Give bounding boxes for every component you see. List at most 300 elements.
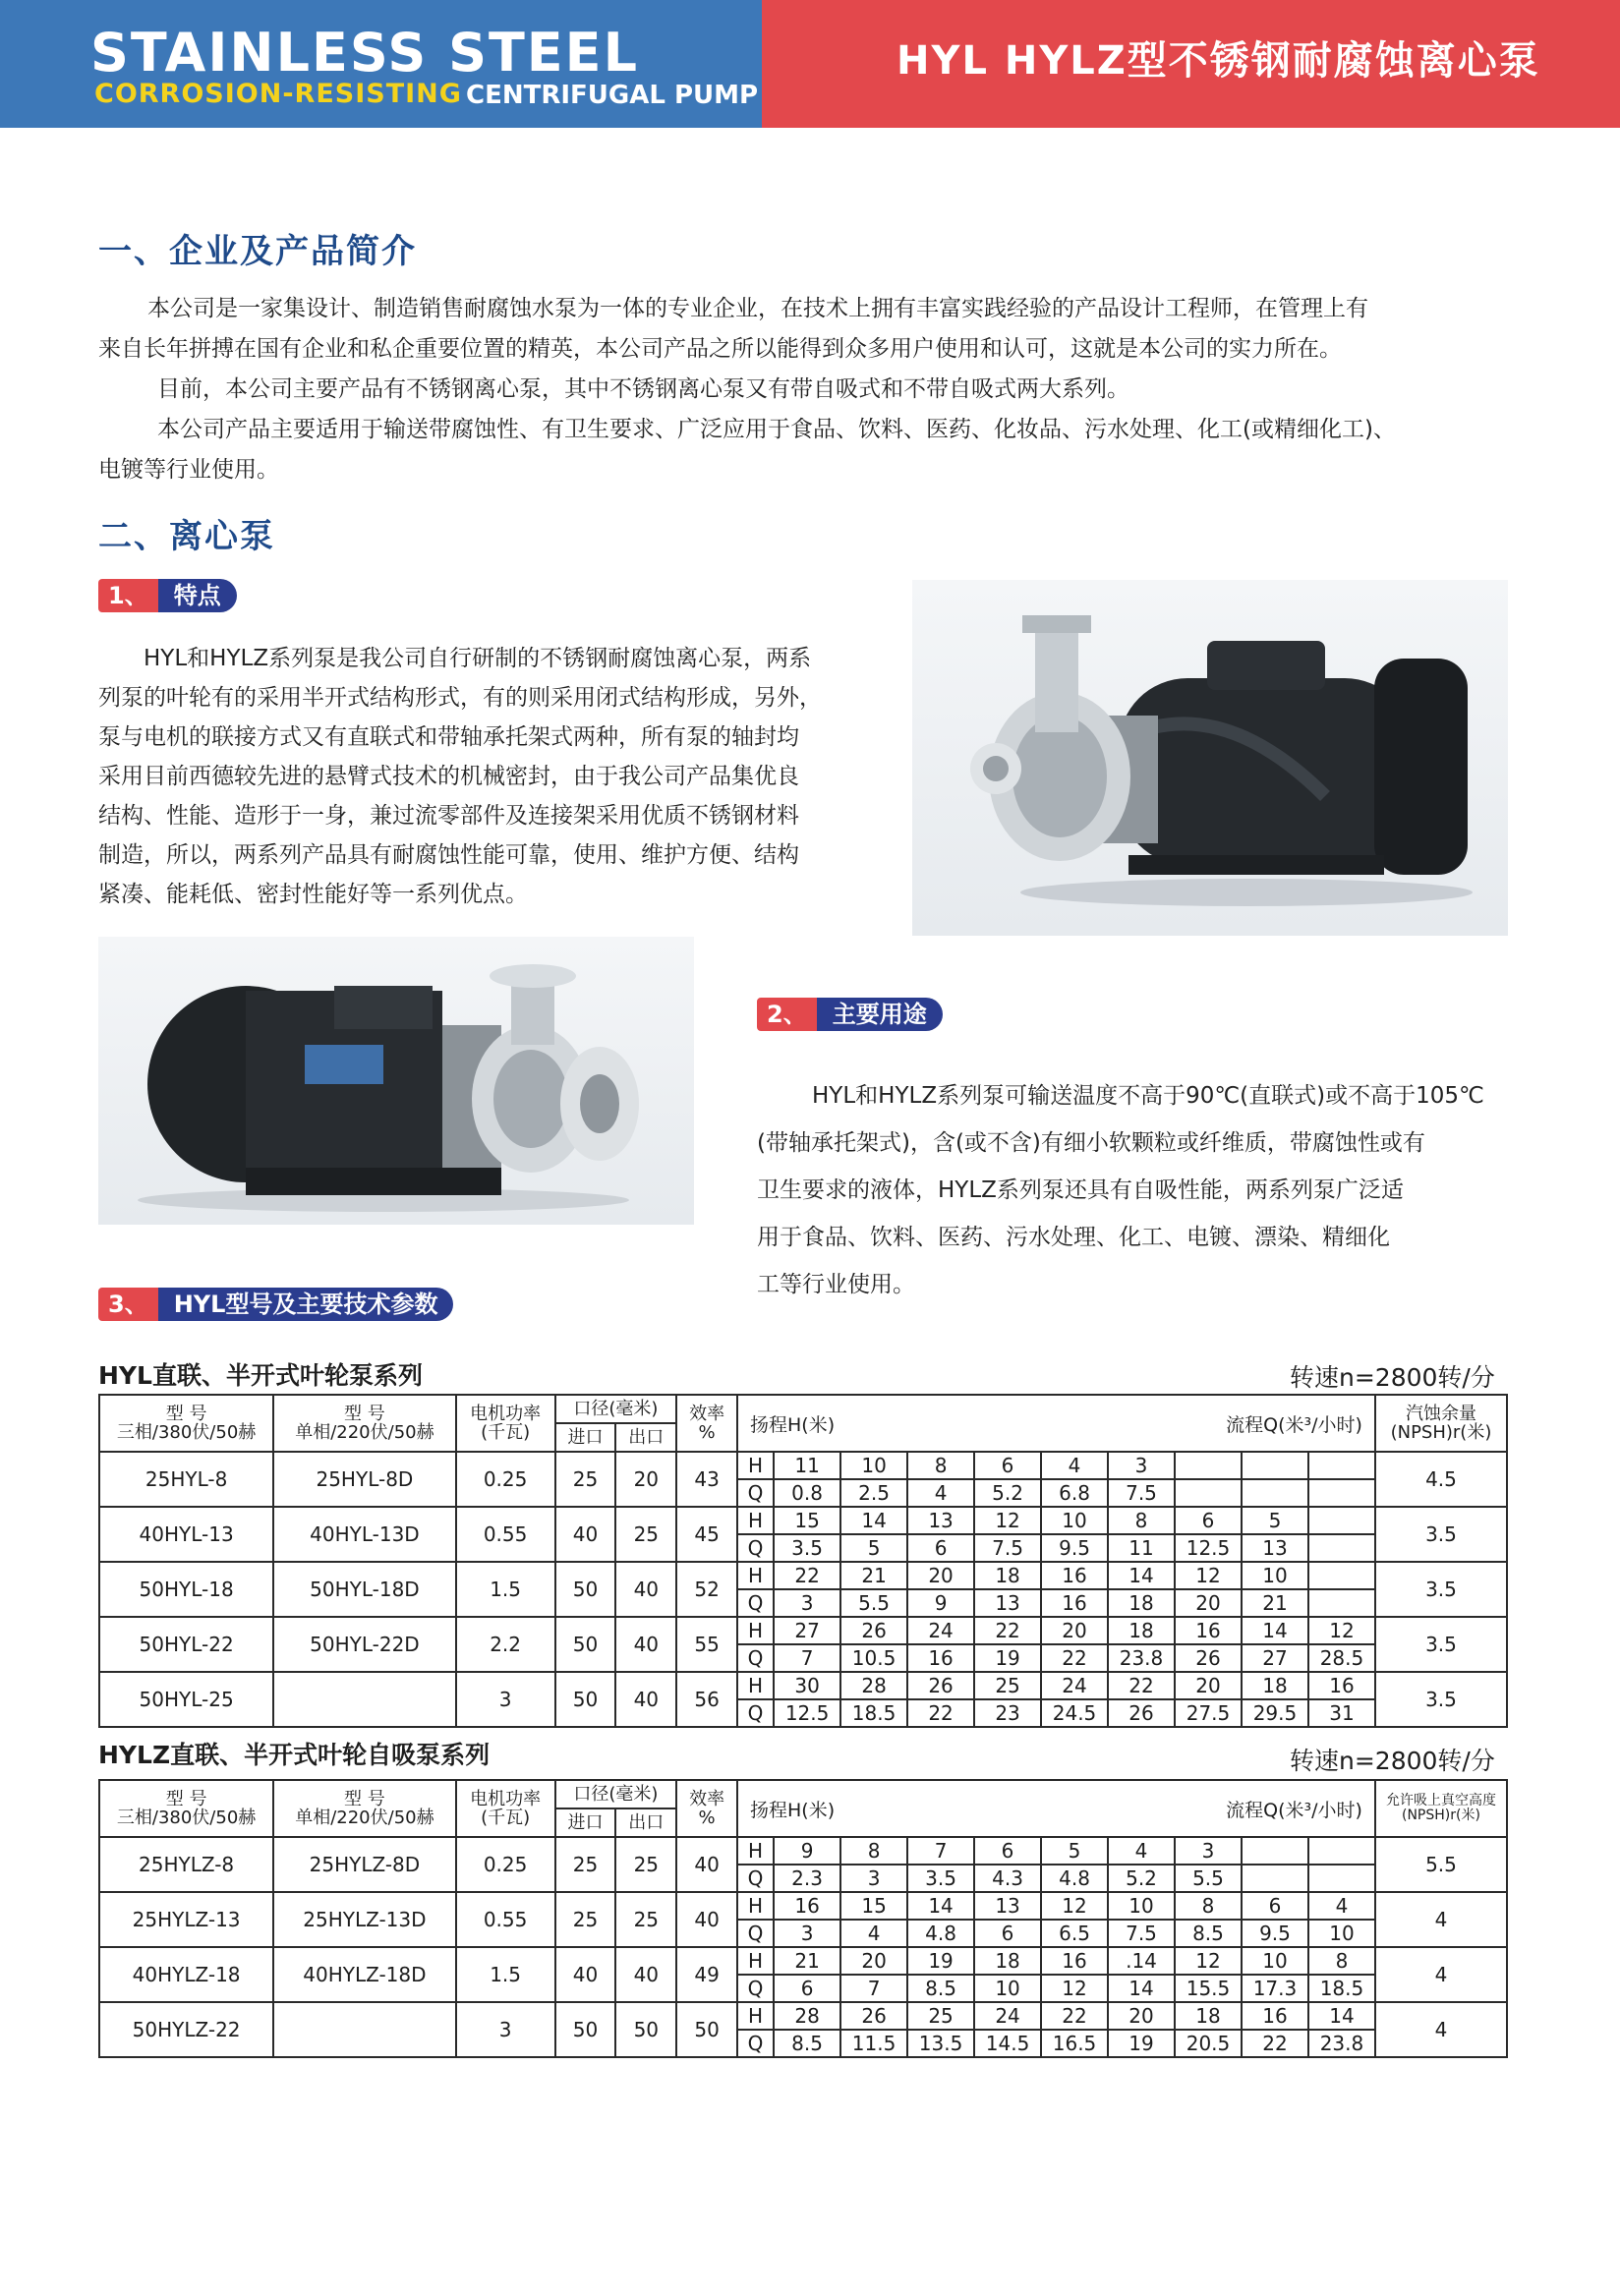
flow-value: 5 [840, 1534, 907, 1562]
brand-subtitle: CENTRIFUGAL PUMP [466, 81, 759, 110]
head-value: 20 [1175, 1672, 1242, 1699]
table-cell-e: 43 [676, 1452, 737, 1507]
head-value: 11 [774, 1452, 840, 1479]
flow-value: 12 [1041, 1975, 1108, 2002]
head-value: 8 [840, 1837, 907, 1865]
head-value: 20 [1041, 1617, 1108, 1644]
head-value: 15 [840, 1892, 907, 1920]
head-value: 12 [974, 1507, 1041, 1534]
table-cell-i: 25 [555, 1452, 616, 1507]
table-header-sublabel: 单相/220伏/50赫 [295, 1808, 434, 1828]
flow-value: 10 [1308, 1920, 1375, 1947]
params-tag-number: 3、 [98, 1288, 158, 1321]
header-banner [0, 0, 1620, 128]
head-value: 8 [1308, 1947, 1375, 1975]
head-value: 18 [1108, 1617, 1175, 1644]
flow-value: 3.5 [907, 1865, 974, 1892]
table-header-outlet: 出口 [615, 1808, 676, 1837]
uses-text-line: 工等行业使用。 [757, 1272, 915, 1297]
head-value: 13 [974, 1892, 1041, 1920]
row-label-h: H [737, 1947, 774, 1975]
flow-value: 24.5 [1041, 1699, 1108, 1727]
table-cell-p: 2.2 [456, 1617, 555, 1672]
uses-text-line: (带轴承托架式)，含(或不含)有细小软颗粒或纤维质，带腐蚀性或有 [757, 1130, 1425, 1156]
table-cell-e: 45 [676, 1507, 737, 1562]
features-text-line: 列泵的叶轮有的采用半开式结构形式，有的则采用闭式结构形成，另外， [98, 685, 822, 711]
product-title: HYL HYLZ型不锈钢耐腐蚀离心泵 [897, 38, 1540, 84]
flow-value: 7 [840, 1975, 907, 2002]
table-header-cell [456, 1395, 555, 1452]
table-cell-p: 3 [456, 2002, 555, 2057]
head-value: .14 [1108, 1947, 1175, 1975]
pump-photo-bottom [98, 937, 694, 1225]
table-header-label: 效率 [689, 1789, 725, 1809]
row-label-h: H [737, 1617, 774, 1644]
flow-value: 6 [974, 1920, 1041, 1947]
table-cell-npsh: 3.5 [1375, 1617, 1507, 1672]
flow-value: 18.5 [1308, 1975, 1375, 2002]
table-cell-p: 1.5 [456, 1562, 555, 1617]
table-row [99, 1507, 1507, 1534]
flow-value: 12.5 [1175, 1534, 1242, 1562]
uses-text-line: HYL和HYLZ系列泵可输送温度不高于90℃(直联式)或不高于105℃ [812, 1083, 1484, 1109]
flow-value: 9.5 [1041, 1534, 1108, 1562]
head-value: 26 [840, 2002, 907, 2030]
table-header-diameter: 口径(毫米) [555, 1395, 677, 1423]
table-header-cell [676, 1395, 737, 1452]
table-cell-o: 40 [615, 1672, 676, 1727]
table-header-diameter: 口径(毫米) [555, 1780, 677, 1808]
flow-value: 23.8 [1308, 2030, 1375, 2057]
flow-value: 16.5 [1041, 2030, 1108, 2057]
head-value: 8 [907, 1452, 974, 1479]
table-cell-o: 50 [615, 2002, 676, 2057]
hyl-table-title: HYL直联、半开式叶轮泵系列 [98, 1361, 423, 1390]
head-value: 7 [907, 1837, 974, 1865]
flow-value [1242, 1479, 1308, 1507]
head-value: 4 [1308, 1892, 1375, 1920]
table-header-label: 汽蚀余量 [1405, 1404, 1476, 1424]
table-header-sublabel: (千瓦) [481, 1808, 531, 1828]
flow-value: 20.5 [1175, 2030, 1242, 2057]
head-value: 10 [1242, 1562, 1308, 1589]
section1-p3-line2: 电镀等行业使用。 [98, 457, 279, 483]
flow-value: 5.2 [974, 1479, 1041, 1507]
table-cell-p: 0.25 [456, 1452, 555, 1507]
table-cell-m3: 25HYLZ-8 [99, 1837, 273, 1892]
flow-value: 4.3 [974, 1865, 1041, 1892]
flow-label: 流程Q(米³/小时) [1226, 1799, 1362, 1821]
flow-value [1308, 1865, 1375, 1892]
table-row [99, 1837, 1507, 1865]
table-header-label: 型 号 [344, 1789, 385, 1809]
head-value: 20 [1108, 2002, 1175, 2030]
table-cell-o: 25 [615, 1507, 676, 1562]
row-label-q: Q [737, 1589, 774, 1617]
flow-value: 22 [1242, 2030, 1308, 2057]
hyl-table-speed: 转速n=2800转/分 [1290, 1363, 1495, 1392]
flow-value: 4.8 [907, 1920, 974, 1947]
head-value: 16 [1242, 2002, 1308, 2030]
head-value: 12 [1041, 1892, 1108, 1920]
head-value [1308, 1452, 1375, 1479]
head-value [1308, 1507, 1375, 1534]
flow-value: 3 [774, 1920, 840, 1947]
head-value: 18 [974, 1947, 1041, 1975]
head-value: 12 [1175, 1562, 1242, 1589]
table-header-cell [273, 1780, 455, 1837]
table-cell-o: 40 [615, 1947, 676, 2002]
flow-value: 11 [1108, 1534, 1175, 1562]
pump-photo-top [912, 580, 1508, 936]
table-header-sublabel: 三相/380伏/50赫 [116, 1808, 257, 1828]
head-value: 20 [907, 1562, 974, 1589]
head-value: 4 [1041, 1452, 1108, 1479]
features-text-line: 制造，所以，两系列产品具有耐腐蚀性能可靠，使用、维护方便、结构 [98, 842, 799, 868]
head-value: 28 [840, 1672, 907, 1699]
flow-value [1242, 1865, 1308, 1892]
table-cell-npsh: 3.5 [1375, 1562, 1507, 1617]
flow-value [1175, 1479, 1242, 1507]
head-value [1308, 1837, 1375, 1865]
params-tag [98, 1286, 453, 1323]
head-value: 14 [840, 1507, 907, 1534]
head-value: 22 [774, 1562, 840, 1589]
section1-p3-line1: 本公司产品主要适用于输送带腐蚀性、有卫生要求、广泛应用于食品、饮料、医药、化妆品、污水处理、化工(或精细化工)、 [157, 417, 1396, 442]
flow-value: 18.5 [840, 1699, 907, 1727]
head-flow-wrap [738, 1410, 1374, 1437]
table-row [99, 1947, 1507, 1975]
head-value: 14 [907, 1892, 974, 1920]
section2-heading: 二、离心泵 [98, 517, 275, 556]
flow-value: 28.5 [1308, 1644, 1375, 1672]
hyl-spec-table [98, 1394, 1508, 1728]
flow-value: 2.3 [774, 1865, 840, 1892]
table-cell-npsh: 4 [1375, 1892, 1507, 1947]
hylz-table-title: HYLZ直联、半开式叶轮自吸泵系列 [98, 1741, 491, 1769]
features-tag-label: 特点 [158, 579, 237, 612]
table-header-sublabel: (NPSH)r(米) [1390, 1422, 1492, 1443]
flow-value: 27 [1242, 1644, 1308, 1672]
table-header-cell [1375, 1395, 1507, 1452]
flow-value: 19 [974, 1644, 1041, 1672]
row-label-q: Q [737, 1975, 774, 2002]
table-header-sublabel: (NPSH)r(米) [1402, 1808, 1480, 1823]
head-value: 25 [974, 1672, 1041, 1699]
head-label: 扬程H(米) [750, 1799, 836, 1821]
row-label-q: Q [737, 2030, 774, 2057]
section1-heading: 一、企业及产品简介 [98, 232, 417, 271]
params-tag-label: HYL型号及主要技术参数 [158, 1288, 454, 1321]
row-label-h: H [737, 1892, 774, 1920]
flow-value: 13.5 [907, 2030, 974, 2057]
flow-value: 11.5 [840, 2030, 907, 2057]
head-value: 18 [1175, 2002, 1242, 2030]
hylz-spec-table [98, 1779, 1508, 2058]
table-cell-m1: 40HYL-13D [273, 1507, 455, 1562]
head-value: 21 [774, 1947, 840, 1975]
flow-label: 流程Q(米³/小时) [1226, 1413, 1362, 1436]
row-label-h: H [737, 1452, 774, 1479]
table-header-sublabel: % [698, 1422, 716, 1443]
head-value: 5 [1242, 1507, 1308, 1534]
table-cell-npsh: 3.5 [1375, 1507, 1507, 1562]
flow-value: 18 [1108, 1589, 1175, 1617]
table-header-cell [273, 1395, 455, 1452]
head-value [1242, 1837, 1308, 1865]
flow-value: 6 [774, 1975, 840, 2002]
table-cell-e: 40 [676, 1892, 737, 1947]
head-value: 24 [974, 2002, 1041, 2030]
table-cell-m3: 40HYLZ-18 [99, 1947, 273, 2002]
table-cell-npsh: 5.5 [1375, 1837, 1507, 1892]
table-cell-o: 40 [615, 1562, 676, 1617]
head-value: 24 [1041, 1672, 1108, 1699]
brand-subtitle-highlight: CORROSION-RESISTING [94, 79, 462, 109]
table-header-label: 电机功率 [470, 1404, 542, 1424]
head-value: 12 [1175, 1947, 1242, 1975]
uses-tag-number: 2、 [757, 998, 817, 1031]
features-text-line: 紧凑、能耗低、密封性能好等一系列优点。 [98, 882, 528, 907]
head-value: 26 [907, 1672, 974, 1699]
flow-value: 5.5 [840, 1589, 907, 1617]
table-row [99, 1562, 1507, 1589]
flow-value: 26 [1175, 1644, 1242, 1672]
table-header-row [99, 1395, 1507, 1423]
flow-value: 13 [974, 1589, 1041, 1617]
row-label-h: H [737, 2002, 774, 2030]
head-value: 12 [1308, 1617, 1375, 1644]
table-cell-i: 40 [555, 1507, 616, 1562]
table-cell-i: 25 [555, 1892, 616, 1947]
flow-value: 31 [1308, 1699, 1375, 1727]
table-row [99, 1672, 1507, 1699]
head-value: 10 [1242, 1947, 1308, 1975]
table-cell-m1: 25HYL-8D [273, 1452, 455, 1507]
table-cell-i: 50 [555, 1562, 616, 1617]
head-flow-wrap [738, 1796, 1374, 1822]
table-cell-m1 [273, 2002, 455, 2057]
flow-value: 0.8 [774, 1479, 840, 1507]
row-label-q: Q [737, 1699, 774, 1727]
table-cell-npsh: 4 [1375, 1947, 1507, 2002]
table-cell-i: 25 [555, 1837, 616, 1892]
head-value: 14 [1108, 1562, 1175, 1589]
flow-value: 13 [1242, 1534, 1308, 1562]
head-value: 19 [907, 1947, 974, 1975]
flow-value: 5.5 [1175, 1865, 1242, 1892]
row-label-q: Q [737, 1479, 774, 1507]
flow-value [1308, 1534, 1375, 1562]
row-label-q: Q [737, 1644, 774, 1672]
head-value: 3 [1175, 1837, 1242, 1865]
head-value: 13 [907, 1507, 974, 1534]
flow-value: 15.5 [1175, 1975, 1242, 2002]
row-label-h: H [737, 1507, 774, 1534]
uses-text [757, 1072, 1543, 1308]
table-header-row [99, 1780, 1507, 1808]
head-value: 20 [840, 1947, 907, 1975]
table-cell-m1: 40HYLZ-18D [273, 1947, 455, 2002]
table-header-sublabel: 单相/220伏/50赫 [295, 1422, 434, 1443]
flow-value: 3 [774, 1589, 840, 1617]
table-cell-i: 50 [555, 1672, 616, 1727]
head-value: 16 [774, 1892, 840, 1920]
table-header-label: 型 号 [165, 1404, 207, 1424]
head-value: 6 [1175, 1507, 1242, 1534]
uses-text-line: 卫生要求的液体，HYLZ系列泵还具有自吸性能，两系列泵广泛适 [757, 1177, 1404, 1203]
table-cell-npsh: 4.5 [1375, 1452, 1507, 1507]
table-cell-m3: 50HYL-25 [99, 1672, 273, 1727]
flow-value: 8.5 [907, 1975, 974, 2002]
table-cell-p: 1.5 [456, 1947, 555, 2002]
table-cell-m3: 25HYLZ-13 [99, 1892, 273, 1947]
flow-value: 6 [907, 1534, 974, 1562]
row-label-q: Q [737, 1865, 774, 1892]
features-text-line: 结构、性能、造形于一身，兼过流零部件及连接架采用优质不锈钢材料 [98, 803, 799, 829]
head-value [1175, 1452, 1242, 1479]
table-header-inlet: 进口 [555, 1423, 616, 1452]
flow-value: 3.5 [774, 1534, 840, 1562]
table-cell-o: 40 [615, 1617, 676, 1672]
features-tag [98, 577, 237, 614]
flow-value: 4.8 [1041, 1865, 1108, 1892]
uses-text-line: 用于食品、饮料、医药、污水处理、化工、电镀、漂染、精细化 [757, 1225, 1390, 1250]
head-value: 18 [1242, 1672, 1308, 1699]
table-cell-p: 0.25 [456, 1837, 555, 1892]
table-row [99, 1452, 1507, 1479]
table-cell-o: 25 [615, 1892, 676, 1947]
table-header-label: 型 号 [344, 1404, 385, 1424]
flow-value: 5.2 [1108, 1865, 1175, 1892]
head-value: 8 [1175, 1892, 1242, 1920]
table-cell-i: 40 [555, 1947, 616, 2002]
row-label-h: H [737, 1837, 774, 1865]
table-row [99, 1617, 1507, 1644]
flow-value: 22 [907, 1699, 974, 1727]
features-text-line: 采用目前西德较先进的悬臂式技术的机械密封，由于我公司产品集优良 [98, 764, 799, 789]
head-value: 6 [974, 1837, 1041, 1865]
table-header-sublabel: % [698, 1808, 716, 1828]
table-header-cell [99, 1780, 273, 1837]
flow-value: 10.5 [840, 1644, 907, 1672]
table-cell-e: 40 [676, 1837, 737, 1892]
flow-value: 8.5 [774, 2030, 840, 2057]
table-cell-m1: 50HYL-18D [273, 1562, 455, 1617]
head-value: 22 [1041, 2002, 1108, 2030]
head-value: 21 [840, 1562, 907, 1589]
table-header-head-flow [737, 1395, 1375, 1452]
row-label-q: Q [737, 1534, 774, 1562]
table-header-inlet: 进口 [555, 1808, 616, 1837]
head-value: 9 [774, 1837, 840, 1865]
table-cell-m3: 25HYL-8 [99, 1452, 273, 1507]
pump-illustration-bottom [98, 937, 694, 1225]
table-cell-p: 3 [456, 1672, 555, 1727]
table-header-label: 型 号 [165, 1789, 207, 1809]
head-value: 3 [1108, 1452, 1175, 1479]
head-value: 10 [840, 1452, 907, 1479]
flow-value: 10 [974, 1975, 1041, 2002]
head-value: 14 [1242, 1617, 1308, 1644]
flow-value: 23.8 [1108, 1644, 1175, 1672]
table-cell-e: 52 [676, 1562, 737, 1617]
flow-value: 14 [1108, 1975, 1175, 2002]
table-row [99, 2002, 1507, 2030]
flow-value: 6.5 [1041, 1920, 1108, 1947]
uses-tag [757, 996, 943, 1033]
flow-value: 21 [1242, 1589, 1308, 1617]
table-cell-p: 0.55 [456, 1507, 555, 1562]
head-value: 26 [840, 1617, 907, 1644]
flow-value: 16 [1041, 1589, 1108, 1617]
flow-value: 26 [1108, 1699, 1175, 1727]
table-cell-m1: 50HYL-22D [273, 1617, 455, 1672]
table-header-label: 电机功率 [470, 1789, 542, 1809]
head-value: 24 [907, 1617, 974, 1644]
flow-value: 3 [840, 1865, 907, 1892]
table-cell-o: 25 [615, 1837, 676, 1892]
table-header-cell [676, 1780, 737, 1837]
head-value: 10 [1108, 1892, 1175, 1920]
head-value: 15 [774, 1507, 840, 1534]
table-header-label: 允许吸上真空高度 [1385, 1793, 1496, 1808]
table-cell-e: 49 [676, 1947, 737, 2002]
flow-value: 4 [840, 1920, 907, 1947]
head-value: 22 [974, 1617, 1041, 1644]
head-value: 16 [1041, 1562, 1108, 1589]
head-value: 8 [1108, 1507, 1175, 1534]
flow-value: 29.5 [1242, 1699, 1308, 1727]
table-cell-e: 55 [676, 1617, 737, 1672]
head-label: 扬程H(米) [750, 1413, 836, 1436]
features-tag-number: 1、 [98, 579, 158, 612]
table-header-label: 效率 [689, 1404, 725, 1424]
table-header-cell [99, 1395, 273, 1452]
head-value: 4 [1108, 1837, 1175, 1865]
features-text-line: HYL和HYLZ系列泵是我公司自行研制的不锈钢耐腐蚀离心泵，两系 [144, 646, 812, 671]
row-label-h: H [737, 1672, 774, 1699]
flow-value: 8.5 [1175, 1920, 1242, 1947]
table-cell-p: 0.55 [456, 1892, 555, 1947]
table-header-cell [456, 1780, 555, 1837]
flow-value: 7.5 [1108, 1920, 1175, 1947]
hylz-table-speed: 转速n=2800转/分 [1290, 1747, 1495, 1775]
head-value: 30 [774, 1672, 840, 1699]
head-value: 28 [774, 2002, 840, 2030]
row-label-h: H [737, 1562, 774, 1589]
table-header-sublabel: 三相/380伏/50赫 [116, 1422, 257, 1443]
flow-value: 14.5 [974, 2030, 1041, 2057]
pump-illustration-top [912, 580, 1508, 936]
head-value: 14 [1308, 2002, 1375, 2030]
table-cell-e: 50 [676, 2002, 737, 2057]
head-value: 5 [1041, 1837, 1108, 1865]
table-cell-m3: 40HYL-13 [99, 1507, 273, 1562]
flow-value: 4 [907, 1479, 974, 1507]
head-value: 16 [1175, 1617, 1242, 1644]
section1-p1-line2: 来自长年拼搏在国有企业和私企重要位置的精英，本公司产品之所以能得到众多用户使用和认可，这就是本公司的实力所在。 [98, 336, 1342, 362]
flow-value: 17.3 [1242, 1975, 1308, 2002]
flow-value [1308, 1589, 1375, 1617]
flow-value: 2.5 [840, 1479, 907, 1507]
head-value: 16 [1041, 1947, 1108, 1975]
table-header-head-flow [737, 1780, 1375, 1837]
uses-tag-label: 主要用途 [817, 998, 943, 1031]
head-value: 6 [1242, 1892, 1308, 1920]
head-value: 16 [1308, 1672, 1375, 1699]
features-text [98, 639, 885, 914]
